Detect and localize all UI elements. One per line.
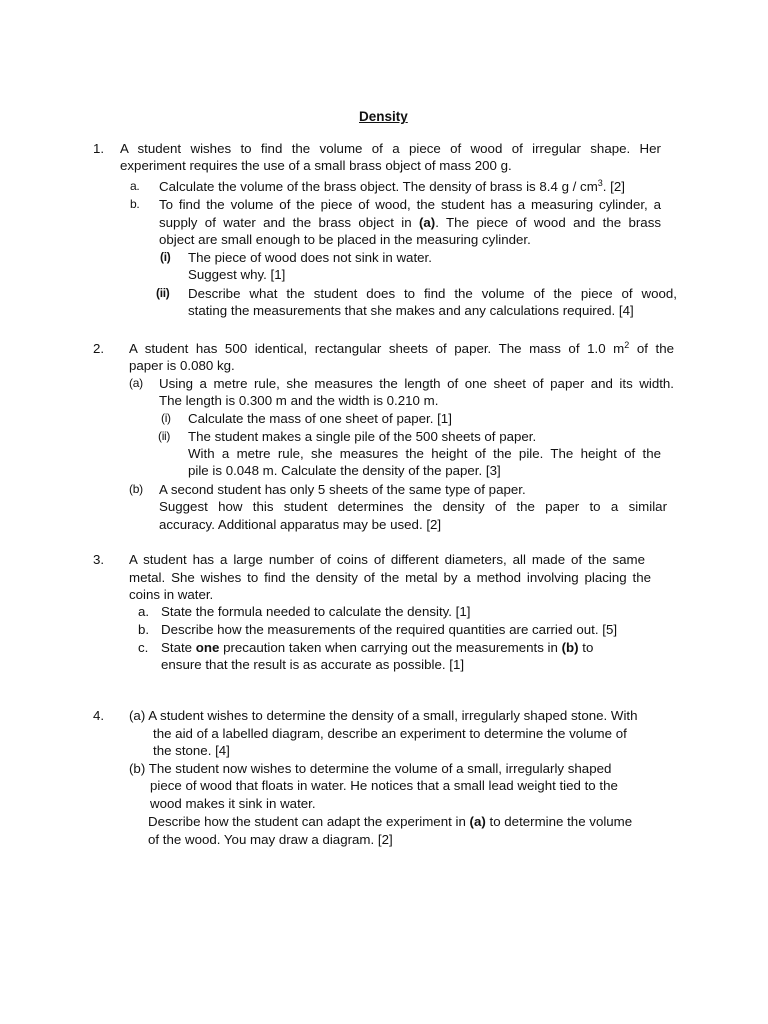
q1b-i-line1: The piece of wood does not sink in water. <box>188 250 432 265</box>
q3b-text: Describe how the measurements of the required quantities are carried out. [5] <box>161 622 618 637</box>
q2-number: 2. <box>93 341 105 356</box>
q2a-ii-line3: pile is 0.048 m. Calculate the density of the paper. [3] <box>188 463 501 478</box>
q1b-line2: supply of water and the brass object in (a). The piece of wood and the brass <box>159 215 661 230</box>
q3-stem-line3: coins in water. <box>129 587 214 602</box>
q1-stem-line2: experiment requires the use of a small brass object of mass 200 g. <box>120 158 512 173</box>
q2a-line1: Using a metre rule, she measures the length of one sheet of paper and its width. <box>159 376 674 391</box>
q2a-ii-label: (ii) <box>158 429 171 443</box>
q3-number: 3. <box>93 552 105 567</box>
q3-stem-line2: metal. She wishes to find the density of the metal by a method involving placing the <box>129 570 651 585</box>
q3c-line2: ensure that the result is as accurate as possible. [1] <box>161 657 465 672</box>
q4a-line1: (a) A student wishes to determine the density of a small, irregularly shaped stone. With <box>129 708 638 723</box>
q3c-line1: State one precaution taken when carrying out the measurements in (b) to <box>161 640 594 655</box>
q1b-line1: To find the volume of the piece of wood, the student has a measuring cylinder, a <box>159 197 661 212</box>
q3c-label: c. <box>138 640 149 655</box>
q4b-line1: (b) The student now wishes to determine the volume of a small, irregularly shaped <box>129 761 612 776</box>
q4b-line5: of the wood. You may draw a diagram. [2] <box>148 832 393 847</box>
page-title: Density <box>359 109 408 124</box>
q1b-i-label: (i) <box>160 250 171 264</box>
q2-stem-line2: paper is 0.080 kg. <box>129 358 235 373</box>
q2-stem-line1: A student has 500 identical, rectangular sheets of paper. The mass of 1.0 $m^2$ of the <box>129 340 674 356</box>
q4b-line4: Describe how the student can adapt the experiment in (a) to determine the volume <box>148 814 633 829</box>
q2b-label: (b) <box>129 482 143 496</box>
q1b-ii-label: (ii) <box>156 286 170 300</box>
q2a-i-text: Calculate the mass of one sheet of paper. [1] <box>188 411 452 426</box>
q3a-label: a. <box>138 604 150 619</box>
q2a-label: (a) <box>129 376 143 390</box>
q1b-i-line2: Suggest why. [1] <box>188 267 286 282</box>
q4a-line2: the aid of a labelled diagram, describe an experiment to determine the volume of <box>153 726 627 741</box>
q3b-label: b. <box>138 622 150 637</box>
q1b-ii-line2: stating the measurements that she makes and any calculations required. [4] <box>188 303 634 318</box>
q3-stem-line1: A student has a large number of coins of different diameters, all made of the same <box>129 552 645 567</box>
q1b-ii-line1: Describe what the student does to find the volume of the piece of wood, <box>188 286 677 301</box>
q2a-i-label: (i) <box>161 411 171 425</box>
q2a-ii-line1: The student makes a single pile of the 500 sheets of paper. <box>188 429 537 444</box>
q1a-label: a. <box>130 179 140 193</box>
q2b-line3: accuracy. Additional apparatus may be used. [2] <box>159 517 442 532</box>
q1b-line3: object are small enough to be placed in the measuring cylinder. <box>159 232 531 247</box>
q3a-text: State the formula needed to calculate the density. [1] <box>161 604 471 619</box>
q2a-line2: The length is 0.300 m and the width is 0.210 m. <box>159 393 439 408</box>
q2a-ii-line2: With a metre rule, she measures the height of the pile. The height of the <box>188 446 661 461</box>
q1-number: 1. <box>93 141 105 156</box>
q4-number: 4. <box>93 708 105 723</box>
q4b-line2: piece of wood that floats in water. He notices that a small lead weight tied to the <box>150 778 618 793</box>
q1-stem-line1: A student wishes to find the volume of a piece of wood of irregular shape. Her <box>120 141 661 156</box>
q2b-line2: Suggest how this student determines the density of the paper to a similar <box>159 499 667 514</box>
q1a-text: Calculate the volume of the brass object. The density of brass is 8.4 g / $cm^3$. [2] <box>159 178 625 194</box>
q4a-line3: the stone. [4] <box>153 743 230 758</box>
q4b-line3: wood makes it sink in water. <box>150 796 316 811</box>
q1b-label: b. <box>130 197 140 211</box>
q2b-line1: A second student has only 5 sheets of the same type of paper. <box>159 482 526 497</box>
